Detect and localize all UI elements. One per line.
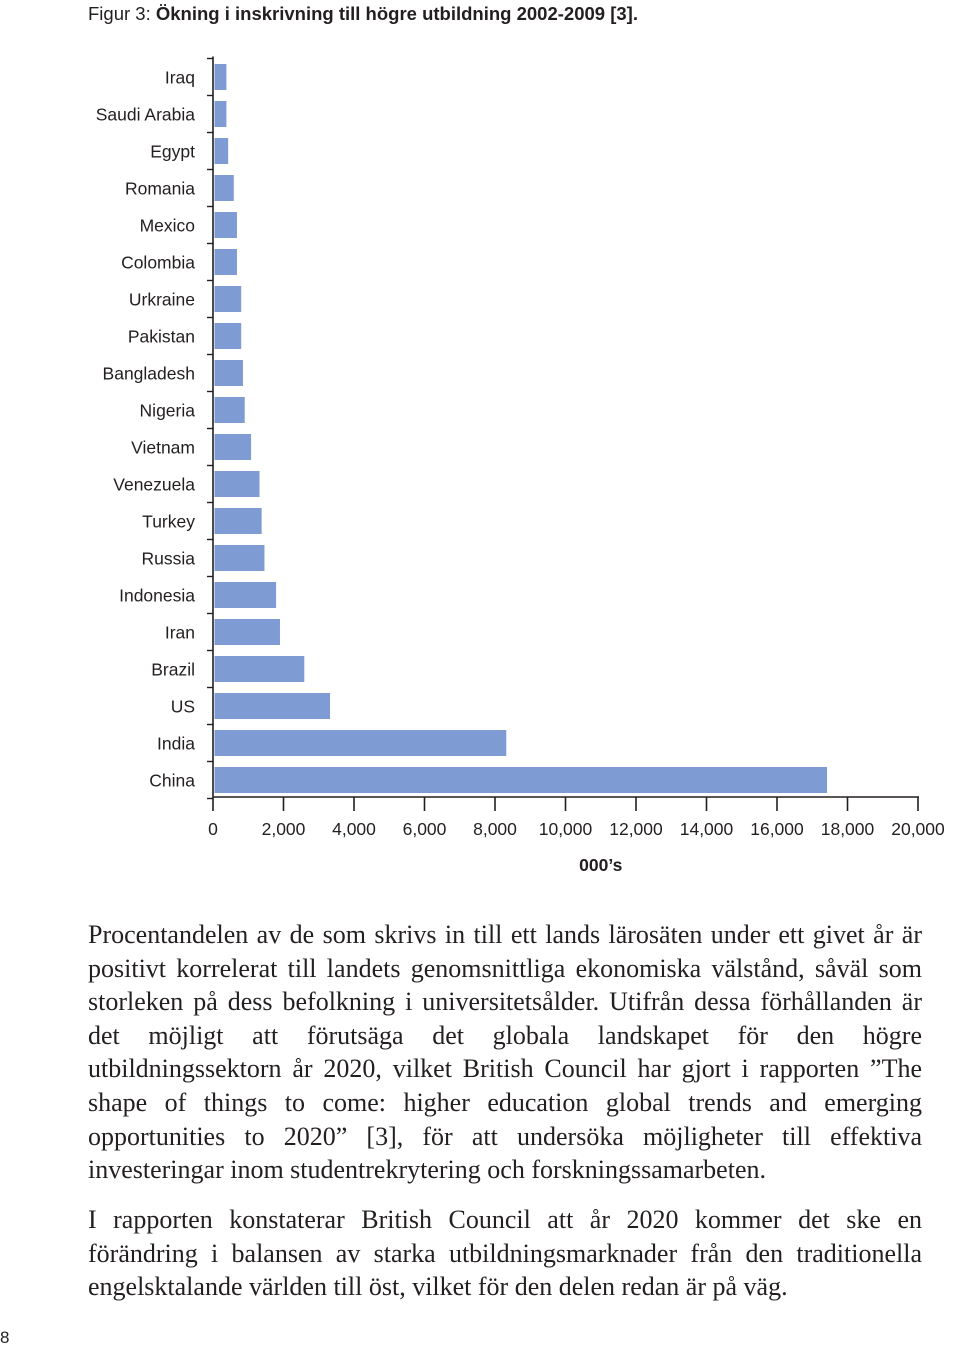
bar-brazil xyxy=(215,656,305,682)
y-label-urkraine: Urkraine xyxy=(128,289,195,310)
bar-iran xyxy=(215,619,280,645)
y-label-mexico: Mexico xyxy=(139,215,195,236)
y-label-india: India xyxy=(157,733,195,754)
figure-title: Ökning i inskrivning till högre utbildning 2002-2009 [3]. xyxy=(155,3,638,24)
x-tick-label-5: 10,000 xyxy=(538,819,593,839)
bar-mexico xyxy=(215,212,237,238)
y-label-egypt: Egypt xyxy=(150,141,195,162)
bar-egypt xyxy=(215,138,229,164)
bar-india xyxy=(215,730,507,756)
bar-vietnam xyxy=(215,434,252,460)
bar-pakistan xyxy=(215,323,242,349)
y-label-china: China xyxy=(149,770,195,791)
bar-saudi-arabia xyxy=(215,101,227,127)
y-label-romania: Romania xyxy=(124,178,195,199)
body-paragraph-1: Procentandelen av de som skrivs in till ett lands lärosäten under ett givet år är positivt korrelerat till landets genomsnittliga ekonomiska välstånd, såväl som storleken på dess befolkning i universitetsålder. Utifrån dessa förhållanden är det möjligt att förutsäga det globala landskapet för den högre utbildningssektorn år 2020, vilket British Council har gjort i rapporten ”The shape of things to come: higher education global trends and emerging opportunities to 2020” [3], för att undersöka möjligheter till effektiva investeringar inom studentrekrytering och forskningssamarbeten. xyxy=(88,920,922,1185)
bar-colombia xyxy=(215,249,237,275)
enrollment-bar-chart xyxy=(0,50,960,880)
bar-bangladesh xyxy=(215,360,243,386)
y-label-indonesia: Indonesia xyxy=(119,585,195,606)
y-label-us: US xyxy=(170,696,195,717)
y-label-saudi-arabia: Saudi Arabia xyxy=(95,104,195,125)
bar-indonesia xyxy=(215,582,277,608)
x-tick-label-8: 16,000 xyxy=(750,819,804,839)
y-label-turkey: Turkey xyxy=(142,511,195,532)
y-axis-labels xyxy=(96,68,196,791)
x-tick-label-4: 8,000 xyxy=(473,819,517,839)
bar-nigeria xyxy=(215,397,245,423)
x-axis-tick-labels xyxy=(208,819,945,839)
bar-venezuela xyxy=(215,471,260,497)
y-label-vietnam: Vietnam xyxy=(131,437,195,458)
bar-china xyxy=(215,767,828,793)
bar-russia xyxy=(215,545,265,571)
y-label-iran: Iran xyxy=(164,622,195,643)
y-label-bangladesh: Bangladesh xyxy=(102,363,195,384)
figure-caption xyxy=(88,3,638,25)
x-tick-label-7: 14,000 xyxy=(679,819,734,839)
x-tick-label-9: 18,000 xyxy=(820,819,875,839)
bar-romania xyxy=(215,175,234,201)
figure-label: Figur 3: xyxy=(88,3,151,24)
y-label-venezuela: Venezuela xyxy=(113,474,195,495)
bar-urkraine xyxy=(215,286,242,312)
y-label-brazil: Brazil xyxy=(151,659,195,680)
x-tick-label-2: 4,000 xyxy=(332,819,376,839)
bar-us xyxy=(215,693,331,719)
x-tick-label-6: 12,000 xyxy=(609,819,663,839)
x-tick-label-10: 20,000 xyxy=(891,819,945,839)
x-tick-label-3: 6,000 xyxy=(402,819,447,839)
body-paragraph-2: I rapporten konstaterar British Council att år 2020 kommer det ske en förändring i balansen av starka utbildningsmarknader från den traditionella engelsktalande världen till öst, vilket för den delen redan är på väg. xyxy=(88,1205,922,1302)
x-tick-label-1: 2,000 xyxy=(261,819,306,839)
page-number: 8 xyxy=(0,1328,10,1347)
bars xyxy=(215,64,828,793)
bar-iraq xyxy=(215,64,227,90)
x-axis-title: 000’s xyxy=(579,855,623,875)
y-label-nigeria: Nigeria xyxy=(139,400,195,421)
y-label-colombia: Colombia xyxy=(121,252,195,273)
x-tick-label-0: 0 xyxy=(208,819,218,839)
y-label-pakistan: Pakistan xyxy=(127,326,195,347)
y-label-russia: Russia xyxy=(141,548,195,569)
bar-turkey xyxy=(215,508,262,534)
y-label-iraq: Iraq xyxy=(164,67,195,88)
